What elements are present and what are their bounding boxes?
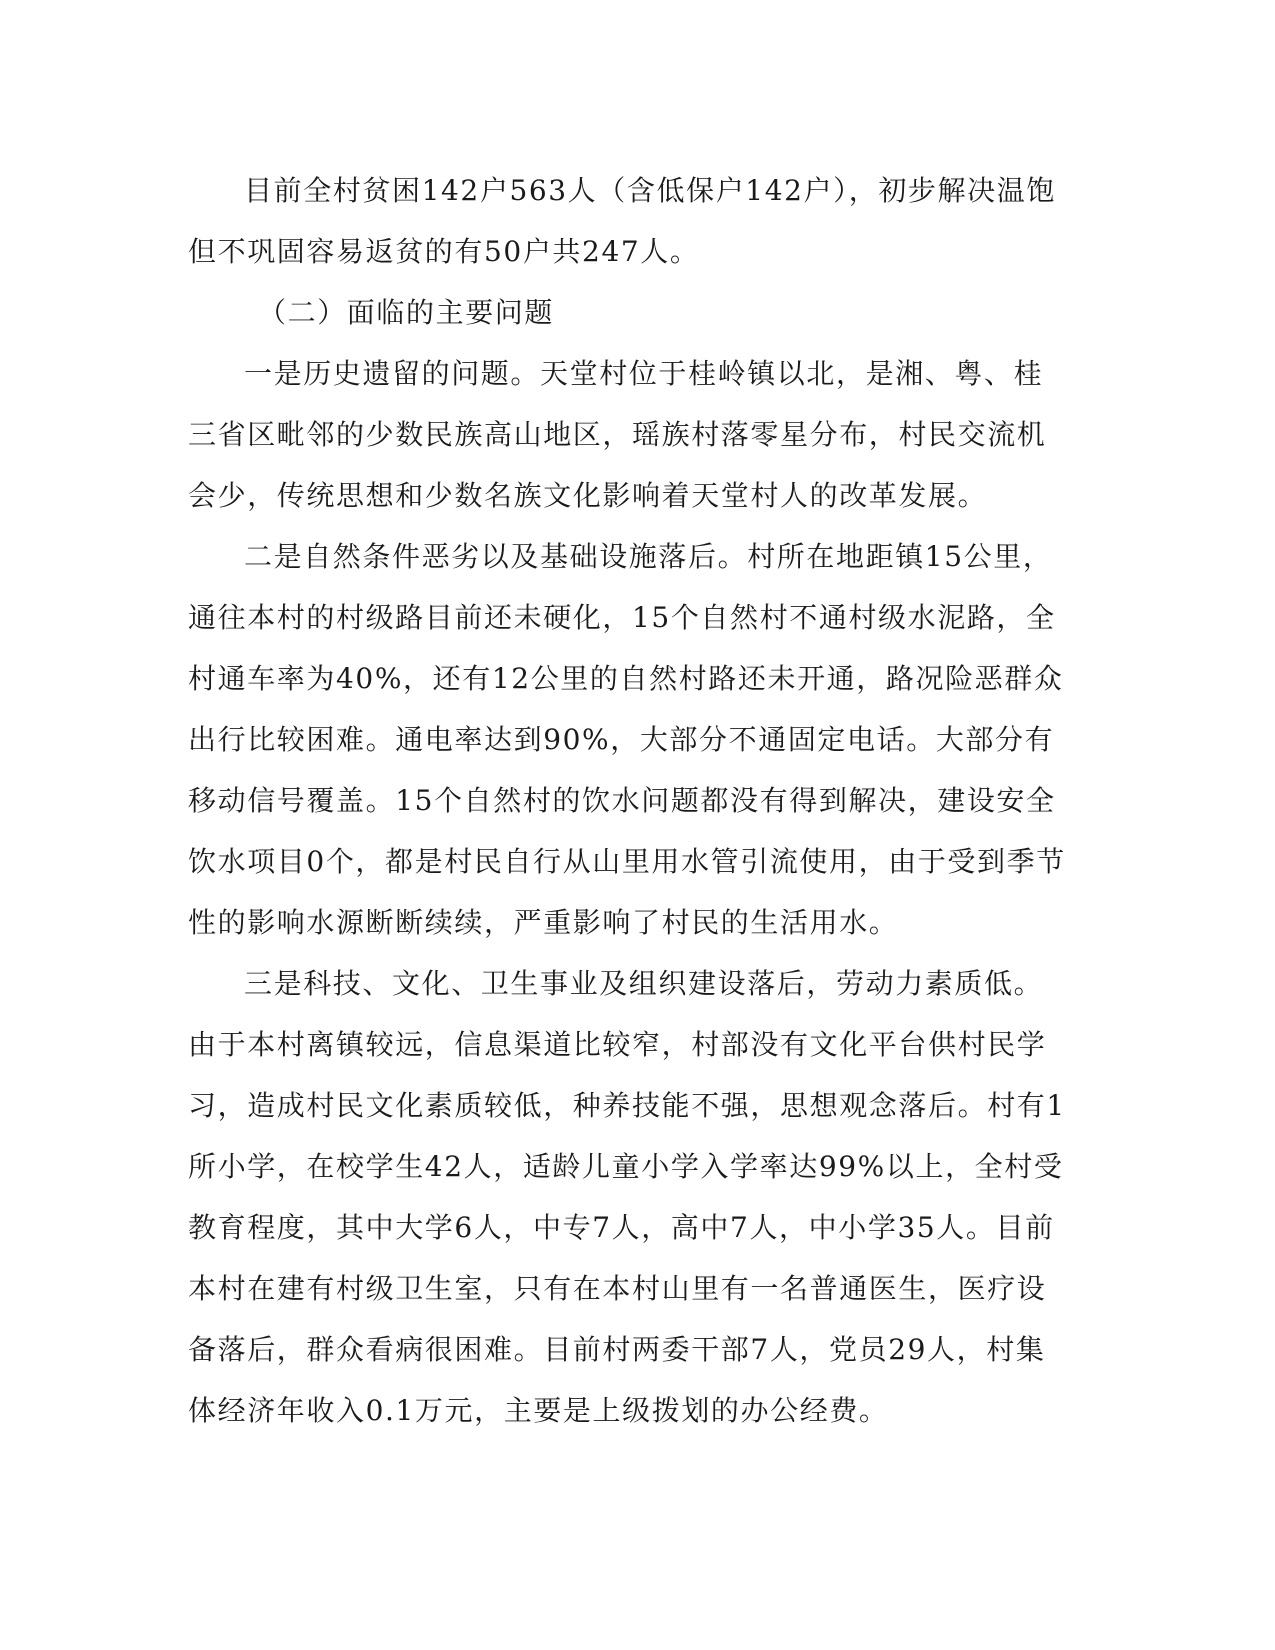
document-body	[188, 160, 1068, 1441]
paragraph-poverty-stats: 目前全村贫困142户563人（含低保户142户），初步解决温饱但不巩固容易返贫的有50户共247人。	[188, 174, 1056, 268]
paragraph-historical-issues: 一是历史遗留的问题。天堂村位于桂岭镇以北，是湘、粤、桂三省区毗邻的少数民族高山地区，瑶族村落零星分布，村民交流机会少，传统思想和少数名族文化影响着天堂村人的改革发展。	[188, 357, 1047, 512]
paragraph-education-health: 三是科技、文化、卫生事业及组织建设落后，劳动力素质低。由于本村离镇较远，信息渠道比较窄，村部没有文化平台供村民学习，造成村民文化素质较低，种养技能不强，思想观念落后。村有1所小学，在校学生42人，适龄儿童小学入学率达99%以上，全村受教育程度，其中大学6人，中专7人，高中7人，中小学35人。目前本村在建有村级卫生室，只有在本村山里有一名普通医生，医疗设备落后，群众看病很困难。目前村两委干部7人，党员29人，村集体经济年收入0.1万元，主要是上级拨划的办公经费。	[188, 967, 1066, 1427]
paragraph-infrastructure: 二是自然条件恶劣以及基础设施落后。村所在地距镇15公里，通往本村的村级路目前还未硬化，15个自然村不通村级水泥路，全村通车率为40%，还有12公里的自然村路还未开通，路况险恶群众出行比较困难。通电率达到90%，大部分不通固定电话。大部分有移动信号覆盖。15个自然村的饮水问题都没有得到解决，建设安全饮水项目0个，都是村民自行从山里用水管引流使用，由于受到季节性的影响水源断断续续，严重影响了村民的生活用水。	[188, 540, 1066, 939]
section-heading-main-problems: （二）面临的主要问题	[258, 296, 555, 329]
